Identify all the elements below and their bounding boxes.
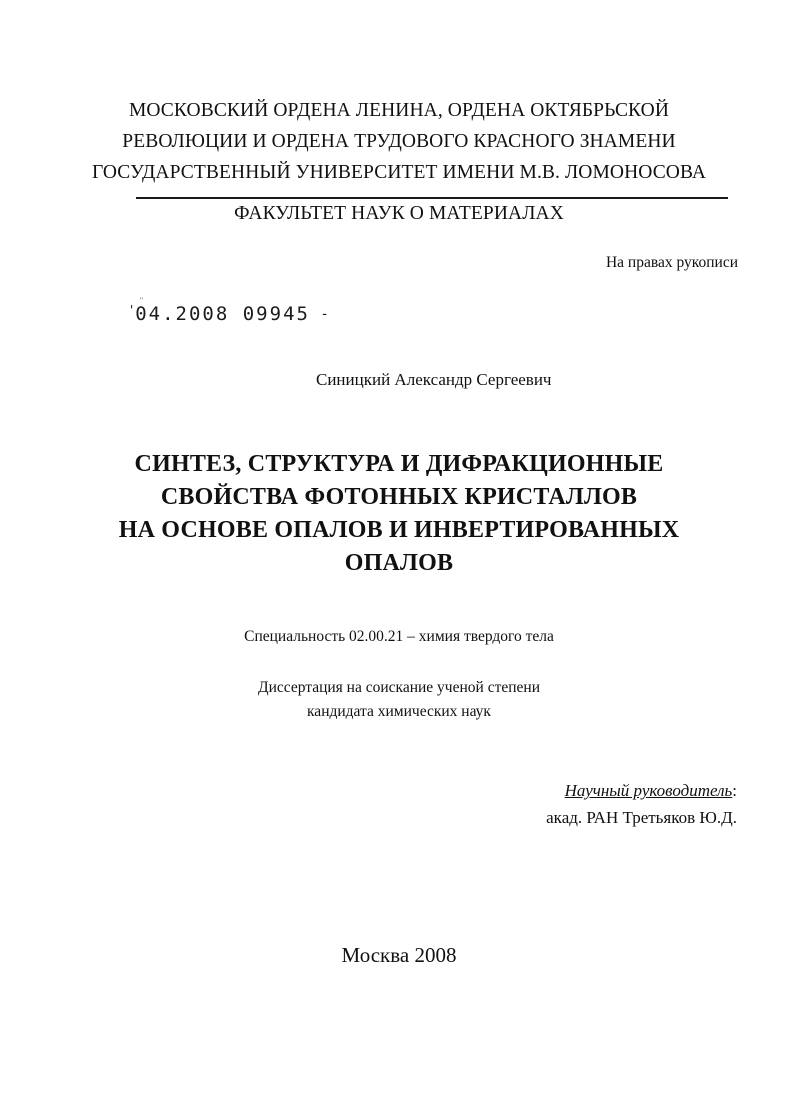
supervisor-colon: : <box>732 781 737 800</box>
stamp-mark: '' <box>140 296 143 305</box>
specialty: Специальность 02.00.21 – химия твердого тела <box>244 628 554 645</box>
institution-line-3: ГОСУДАРСТВЕННЫЙ УНИВЕРСИТЕТ ИМЕНИ М.В. ЛОМОНОСОВА <box>91 162 707 183</box>
supervisor-name: акад. РАН Третьяков Ю.Д. <box>546 808 737 827</box>
header-divider <box>136 197 728 199</box>
supervisor-label: Научный руководитель <box>564 781 733 800</box>
place-year: Москва 2008 <box>341 943 457 967</box>
title-line-2: СВОЙСТВА ФОТОННЫХ КРИСТАЛЛОВ <box>160 484 638 510</box>
author-name: Синицкий Александр Сергеевич <box>316 370 552 389</box>
dissertation-line-2: кандидата химических наук <box>307 703 491 720</box>
dissertation-line-1: Диссертация на соискание ученой степени <box>258 679 540 696</box>
institution-line-1: МОСКОВСКИЙ ОРДЕНА ЛЕНИНА, ОРДЕНА ОКТЯБРЬСКОЙ <box>128 100 670 121</box>
supervisor-label-row <box>480 781 737 801</box>
faculty-name: ФАКУЛЬТЕТ НАУК О МАТЕРИАЛАХ <box>234 203 564 224</box>
institution-line-2: РЕВОЛЮЦИИ И ОРДЕНА ТРУДОВОГО КРАСНОГО ЗНАМЕНИ <box>122 131 676 152</box>
title-line-3: НА ОСНОВЕ ОПАЛОВ И ИНВЕРТИРОВАННЫХ <box>118 517 680 543</box>
stamp-number: '04.2008 09945 - <box>128 303 331 325</box>
title-line-4: ОПАЛОВ <box>344 550 454 576</box>
manuscript-note: На правах рукописи <box>605 254 738 271</box>
stamp-number-text: 04.2008 09945 <box>135 303 310 325</box>
title-line-1: СИНТЕЗ, СТРУКТУРА И ДИФРАКЦИОННЫЕ <box>134 451 664 477</box>
